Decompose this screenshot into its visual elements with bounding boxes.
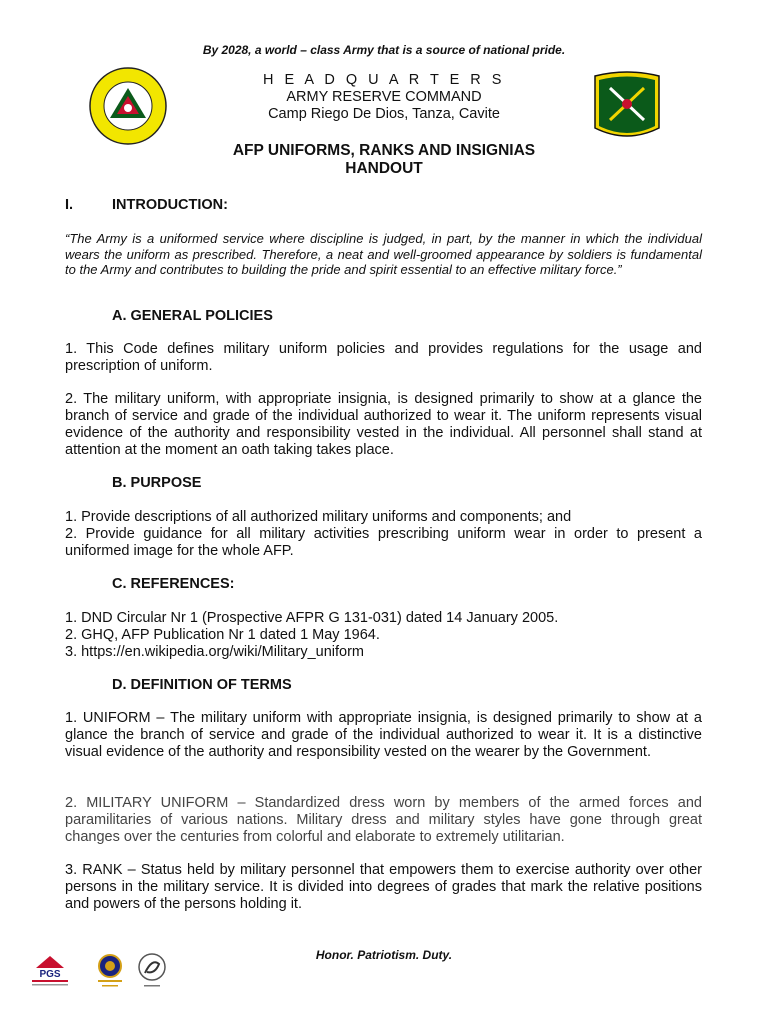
pgs-label: PGS bbox=[39, 969, 61, 980]
references-heading: C. REFERENCES: bbox=[112, 576, 235, 592]
definitions-heading: D. DEFINITION OF TERMS bbox=[112, 677, 292, 693]
purpose-item-2: 2. Provide guidance for all military activities prescribing uniform wear in order to present a uniformed image for the whole AFP. bbox=[65, 526, 702, 559]
headquarters-block bbox=[200, 72, 568, 123]
gold-seal-logo bbox=[98, 955, 122, 987]
philippine-army-seal-logo bbox=[88, 66, 168, 146]
intro-heading: INTRODUCTION: bbox=[112, 197, 228, 213]
general-policies-item-1: 1. This Code defines military uniform policies and provides regulations for the usage and prescription of uniform. bbox=[65, 341, 702, 374]
references-list bbox=[65, 610, 702, 661]
general-policies-heading: A. GENERAL POLICIES bbox=[112, 308, 273, 324]
purpose-item-1: 1. Provide descriptions of all authorized military uniforms and components; and bbox=[65, 509, 572, 525]
reference-item: 2. GHQ, AFP Publication Nr 1 dated 1 May 1964. bbox=[65, 627, 380, 643]
intro-quote: “The Army is a uniformed service where discipline is judged, in part, by the manner in which the individual wears the uniform as prescribed. Therefore, a neat and well-groomed appearance by soldiers is fundamental to the Army and contributes to building the pride and spirit essential to an effective military force.” bbox=[65, 231, 702, 277]
command-name: ARMY RESERVE COMMAND bbox=[286, 89, 482, 105]
hq-heading: H E A D Q U A R T E R S bbox=[263, 72, 505, 88]
definition-uniform: 1. UNIFORM – The military uniform with appropriate insignia, is designed primarily to show at a glance the branch of service and grade of the individual authorized to wear it. It is a distinctive visual evidence of the authority and responsibility vested on the wearer by the Government. bbox=[65, 710, 702, 760]
intro-number: I. bbox=[65, 197, 74, 213]
general-policies-item-2: 2. The military uniform, with appropriate insignia, is designed primarily to show at a glance the branch of service and grade of the individual authorized to wear it. The uniform represents visual evidence of the authority and responsibility vested in the individual. All personnel shall stand at attention at the moment an oath taking takes place. bbox=[65, 391, 702, 458]
footer-logos bbox=[28, 950, 173, 992]
vision-statement: By 2028, a world – class Army that is a source of national pride. bbox=[202, 43, 566, 57]
footer-motto: Honor. Patriotism. Duty. bbox=[315, 948, 453, 962]
performance-governance-logo bbox=[139, 954, 165, 987]
reference-item: 3. https://en.wikipedia.org/wiki/Military_uniform bbox=[65, 644, 364, 660]
title-line-1: AFP UNIFORMS, RANKS AND INSIGNIAS bbox=[232, 142, 536, 159]
definition-rank: 3. RANK – Status held by military personnel that empowers them to exercise authority over other persons in the military service. It is divided into degrees of grades that mark the relative positions and powers of the persons holding it. bbox=[65, 862, 702, 912]
command-location: Camp Riego De Dios, Tanza, Cavite bbox=[268, 106, 500, 122]
arescom-badge-logo bbox=[592, 70, 662, 142]
pgs-logo bbox=[32, 956, 68, 986]
definition-military-uniform: 2. MILITARY UNIFORM – Standardized dress worn by members of the armed forces and paramilitaries of various nations. Military dress and military styles have gone through great changes over the centuries from colorful and elaborate to extremely utilitarian. bbox=[65, 795, 702, 845]
purpose-heading: B. PURPOSE bbox=[112, 475, 202, 491]
document-title bbox=[0, 142, 768, 178]
title-line-2: HANDOUT bbox=[345, 160, 423, 177]
reference-item: 1. DND Circular Nr 1 (Prospective AFPR G 131-031) dated 14 January 2005. bbox=[65, 610, 559, 626]
